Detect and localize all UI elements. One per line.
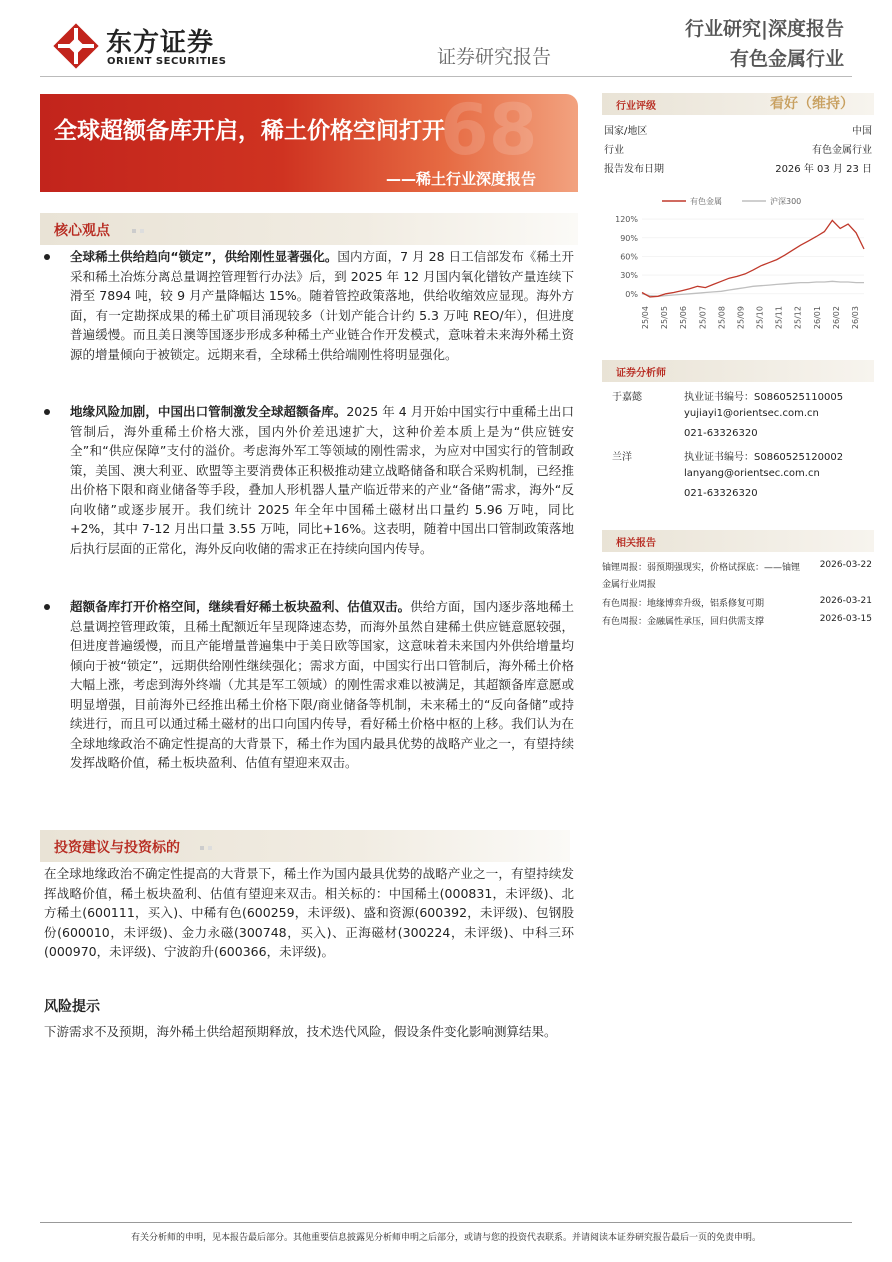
section-title: 投资建议与投资标的 (54, 840, 180, 856)
info-value: 2026 年 03 月 23 日 (775, 164, 872, 175)
info-value: 中国 (852, 126, 872, 137)
x-tick-label: 26/03 (851, 306, 860, 330)
section-title: 核心观点 (54, 223, 110, 239)
analyst-email[interactable]: lanyang@orientsec.com.cn (684, 468, 820, 479)
risk-text: 下游需求不及预期，海外稀土供给超预期释放，技术迭代风险，假设条件变化影响测算结果。 (44, 1024, 557, 1039)
footer-divider (40, 1222, 852, 1223)
section-header-core (40, 213, 578, 245)
bullet-bold: 超额备库打开价格空间，继续看好稀土板块盈利、估值双击。 (70, 599, 411, 614)
risk-heading: 风险提示 (44, 999, 100, 1015)
legend-label: 沪深300 (770, 197, 802, 206)
rating-header (602, 93, 874, 115)
related-title: 有色周报：金融属性承压，回归供需支撑 (602, 617, 765, 627)
y-tick-label: 60% (620, 252, 638, 262)
x-tick-label: 25/07 (698, 306, 708, 330)
analyst-header (602, 360, 874, 382)
x-tick-label: 26/02 (831, 306, 841, 330)
info-row-industry (602, 141, 872, 159)
x-tick-label: 25/09 (736, 306, 746, 330)
header-divider (40, 76, 852, 77)
info-value: 有色金属行业 (812, 145, 872, 156)
related-header (602, 530, 874, 552)
analyst-phone: 021-63326320 (684, 428, 758, 439)
related-report-1[interactable] (602, 560, 872, 594)
x-tick-label: 25/12 (793, 306, 803, 330)
y-tick-label: 120% (615, 215, 638, 225)
analyst-cert: 执业证书编号：S0860525110005 (684, 392, 844, 403)
x-tick-label: 25/11 (774, 306, 784, 330)
analyst-email[interactable]: yujiayi1@orientsec.com.cn (684, 408, 819, 419)
analyst-cert: 执业证书编号：S0860525120002 (684, 452, 844, 463)
investment-text: 在全球地缘政治不确定性提高的大背景下，稀土作为国内最具优势的战略产业之一，有望持续发挥战略价值，稀土板块盈利、估值有望迎来双击。相关标的：中国稀土(000831，未评级)、北方稀土(600111，买入)、中稀有色(600259，未评级)、盛和资源(600392，未评级)、包钢股份(600010，未评级)、金力永磁(300748，买入)、正海磁材(300224，未评级)、中科三环(000970，未评级)、宁波韵升(600366，未评级)。 (44, 866, 574, 959)
bullet-text: 2025 年 4 月开始中国实行中重稀土出口管制后，海外重稀土价格大涨，国内外价差迅速扩大，这种价差本质上是为“供应链安全”和“供应保障”支付的溢价。考虑海外军工等领域的刚性需求，为应对中国实行的管制政策，美国、澳大利亚、欧盟等主要消费体正积极推动建立战略储备和联合采购机制，已经推出价格下限和商业储备等手段，叠加人形机器人量产临近带来的产业“备储”需求，海外“反向收储”或逐步展开。我们统计 2025 年全年中国稀土磁材出口量约 5.96 万吨，同比+2%，其中 7-12 月出口量 3.55 万吨，同比+16%。这表明，随着中国出口管制政策落地后执行层面的正常化，海外反向收储的需求正在持续向国内传导。 (70, 404, 574, 556)
x-tick-label: 25/06 (679, 306, 689, 330)
y-tick-label: 0% (625, 289, 638, 299)
bullet-point-3 (44, 597, 574, 773)
bullet-bold: 全球稀土供给趋向“锁定”，供给刚性显著强化。 (70, 249, 338, 264)
analyst-phone: 021-63326320 (684, 488, 758, 499)
related-label: 相关报告 (616, 538, 656, 549)
x-tick-label: 25/10 (755, 306, 765, 330)
series-line-有色金属 (642, 220, 864, 297)
section-header-invest (40, 830, 570, 862)
report-title: 全球超额备库开启，稀土价格空间打开 (54, 118, 445, 144)
info-row-region (602, 122, 872, 140)
y-tick-label: 90% (620, 233, 638, 243)
info-key: 行业 (604, 145, 624, 156)
industry-name: 有色金属行业 (729, 48, 844, 70)
report-type: 证券研究报告 (437, 46, 552, 68)
bullet-dot-icon (44, 604, 50, 610)
info-row-date (602, 160, 872, 178)
analyst-name: 于嘉懿 (612, 392, 642, 403)
related-title: 有色周报：地缘博弈升级，铝系修复可期 (602, 599, 765, 609)
y-tick-label: 30% (620, 271, 638, 281)
related-report-3[interactable] (602, 614, 872, 627)
info-key: 国家/地区 (604, 126, 648, 137)
bullet-bold: 地缘风险加剧，中国出口管制激发全球超额备库。 (70, 404, 347, 419)
logo-text-cn: 东方证券 (106, 28, 215, 58)
logo-text-en: ORIENT SECURITIES (107, 56, 227, 67)
related-report-2[interactable] (602, 596, 872, 609)
footer-disclaimer: 有关分析师的申明，见本报告最后部分。其他重要信息披露见分析师申明之后部分，或请与您的投资代表联系。并请阅读本证券研究报告最后一页的免责申明。 (130, 1233, 761, 1243)
orient-securities-logo-icon (52, 22, 100, 70)
svg-text:68: 68 (440, 94, 538, 171)
bullet-dot-icon (44, 254, 50, 260)
bullet-text: 国内方面，7 月 28 日工信部发布《稀土开采和稀土冶炼分离总量调控管理暂行办法》后，到 2025 年 12 月国内氧化镨钕产量连续下滑至 7894 吨，较 9 月产量降幅达 15%。随着管控政策落地，供给收缩效应显现。海外方面，有一定勘探成果的稀土矿项目涌现较多（计划产能合计约 5.3 万吨 REO/年），但进度普遍缓慢。而且美日澳等国逐步形成多种稀土产业链合作开发模式，意味着未来海外稀土资源的增量倾向于被锁定。远期来看，全球稀土供给端刚性将明显强化。 (70, 249, 575, 362)
bullet-point-1 (44, 247, 574, 364)
x-tick-label: 26/01 (812, 306, 822, 330)
related-date: 2026-03-21 (819, 596, 872, 606)
x-tick-label: 25/08 (717, 306, 727, 330)
rating-value: 看好（维持） (770, 96, 854, 112)
legend-label: 有色金属 (690, 197, 722, 206)
x-tick-label: 25/04 (641, 306, 650, 330)
bullet-text: 供给方面，国内逐步落地稀土总量调控管理政策，且稀土配额近年呈现降速态势，而海外虽然自建稀土供应链意愿较强，但进度普遍缓慢，而且产能增量普遍集中于美日欧等国家，这意味着未来国内外供给增量均倾向于被“锁定”，远期供给刚性继续强化；需求方面，中国实行出口管制后，海外稀土价格大幅上涨，考虑到海外终端（尤其是军工领域）的刚性需求难以被满足，其超额备库意愿或明显增强，目前海外已经推出稀土价格下限/商业储备等机制，未来稀土的“反向备储”或持续进行，而且可以通过稀土磁材的出口向国内传导，看好稀土价格中枢的上移。我们认为在全球地缘政治不确定性提高的大背景下，稀土作为国内最具优势的战略产业之一，有望持续发挥战略价值，稀土板块盈利、估值有望迎来双击。 (70, 599, 574, 770)
info-key: 报告发布日期 (604, 164, 664, 175)
bullet-dot-icon (44, 409, 50, 415)
bullet-point-2 (44, 402, 574, 558)
analyst-name: 兰洋 (612, 452, 632, 463)
report-category: 行业研究|深度报告 (685, 18, 844, 40)
related-date: 2026-03-22 (819, 560, 872, 570)
rating-label: 行业评级 (616, 101, 656, 112)
report-subtitle: ——稀土行业深度报告 (386, 170, 537, 188)
related-title: 铀锂周报：弱预期强现实，价格试探底：——铀锂金属行业周报 (602, 563, 801, 590)
analyst-label: 证券分析师 (616, 368, 666, 379)
x-tick-label: 25/05 (660, 306, 670, 330)
related-date: 2026-03-15 (819, 614, 872, 624)
performance-chart (602, 188, 872, 348)
